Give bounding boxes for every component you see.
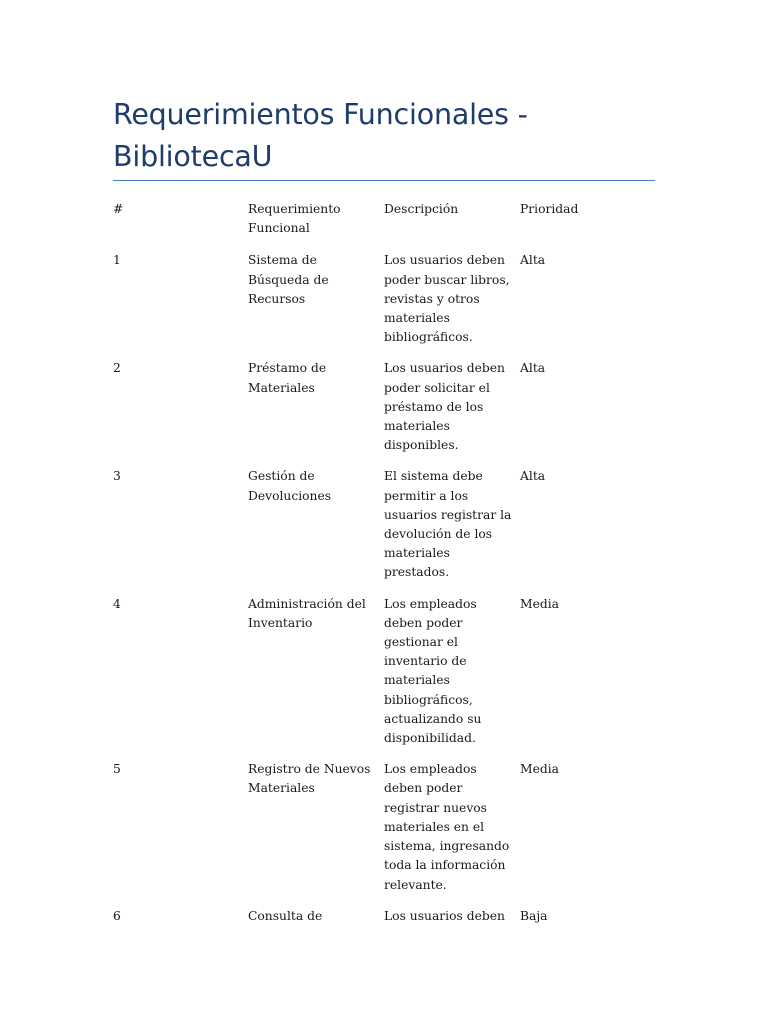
row-priority: Alta	[520, 361, 546, 376]
table-row	[113, 907, 653, 938]
header-requirement: Requerimiento Funcional	[248, 202, 341, 236]
row-description: Los usuarios deben poder solicitar el préstamo de los materiales disponibles.	[384, 361, 505, 453]
row-requirement: Sistema de Búsqueda de Recursos	[248, 253, 329, 306]
table-row	[113, 595, 653, 761]
row-requirement: Préstamo de Materiales	[248, 361, 327, 395]
row-priority: Media	[520, 596, 560, 611]
row-priority: Media	[520, 762, 560, 777]
header-priority: Prioridad	[520, 202, 579, 216]
header-number: #	[113, 202, 124, 216]
row-description: Los empleados deben poder registrar nuevos materiales en el sistema, ingresando toda la información relevante.	[384, 762, 510, 892]
row-number: 3	[113, 469, 121, 484]
row-priority: Alta	[520, 469, 546, 484]
table-row	[113, 359, 653, 467]
row-requirement: Consulta de	[248, 908, 323, 923]
table-row	[113, 760, 653, 906]
row-requirement: Registro de Nuevos Materiales	[248, 762, 371, 796]
row-requirement: Gestión de Devoluciones	[248, 469, 332, 503]
row-requirement: Administración del Inventario	[248, 596, 366, 630]
row-description: Los usuarios deben poder buscar libros, revistas y otros materiales bibliográficos.	[384, 253, 510, 345]
row-number: 1	[113, 253, 121, 268]
table-row	[113, 467, 653, 594]
requirements-table	[113, 200, 653, 938]
row-priority: Baja	[520, 908, 548, 923]
document-title: Requerimientos Funcionales - BibliotecaU	[113, 98, 528, 173]
row-number: 6	[113, 908, 121, 923]
row-description: El sistema debe permitir a los usuarios registrar la devolución de los materiales prestados.	[384, 469, 512, 580]
row-priority: Alta	[520, 253, 546, 268]
row-number: 2	[113, 361, 121, 376]
row-description: Los usuarios deben	[384, 908, 505, 923]
title-underline	[113, 180, 655, 181]
row-number: 4	[113, 596, 121, 611]
table-row	[113, 251, 653, 359]
header-description: Descripción	[384, 202, 459, 216]
row-number: 5	[113, 762, 121, 777]
row-description: Los empleados deben poder gestionar el inventario de materiales bibliográficos, actualizando su disponibilidad.	[384, 596, 482, 746]
table-header-row	[113, 200, 653, 251]
